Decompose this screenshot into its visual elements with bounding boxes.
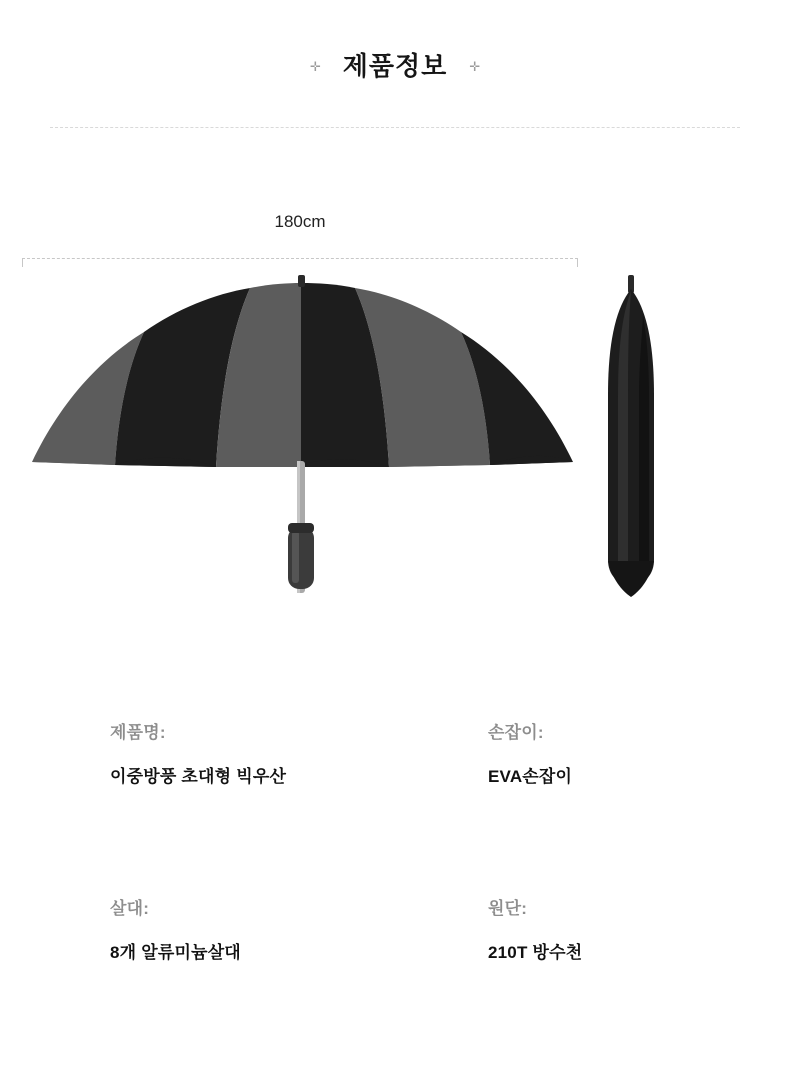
spec-item-handle: [385, 718, 770, 894]
header-inner: [310, 46, 480, 83]
plus-decoration-icon: ✛: [309, 59, 321, 74]
spec-item-fabric: [385, 894, 770, 963]
spec-value: 이중방풍 초대형 빅우산: [110, 767, 287, 786]
page-title: 제품정보: [342, 51, 448, 81]
header-divider: [50, 127, 740, 128]
dimension-line: [22, 258, 578, 259]
spec-value: EVA손잡이: [488, 767, 573, 786]
spec-item-ribs: [0, 894, 385, 963]
spec-item-product-name: [0, 718, 385, 894]
dimension-bracket: [22, 258, 578, 268]
open-umbrella-image: [22, 275, 582, 605]
spec-label: 원단:: [488, 899, 528, 918]
spec-value: 8개 알류미늄살대: [110, 943, 241, 962]
spec-grid: [0, 718, 790, 963]
spec-label: 제품명:: [110, 723, 166, 742]
dimension-tick-right: [577, 258, 578, 267]
plus-decoration-icon: ✛: [469, 59, 481, 74]
dimension-label: 180cm: [274, 212, 326, 231]
page-header: [0, 46, 790, 83]
spec-label: 손잡이:: [488, 723, 544, 742]
closed-umbrella-image: [588, 275, 678, 605]
dimension-tick-left: [22, 258, 23, 267]
spec-value: 210T 방수천: [488, 943, 583, 962]
spec-label: 살대:: [110, 899, 150, 918]
